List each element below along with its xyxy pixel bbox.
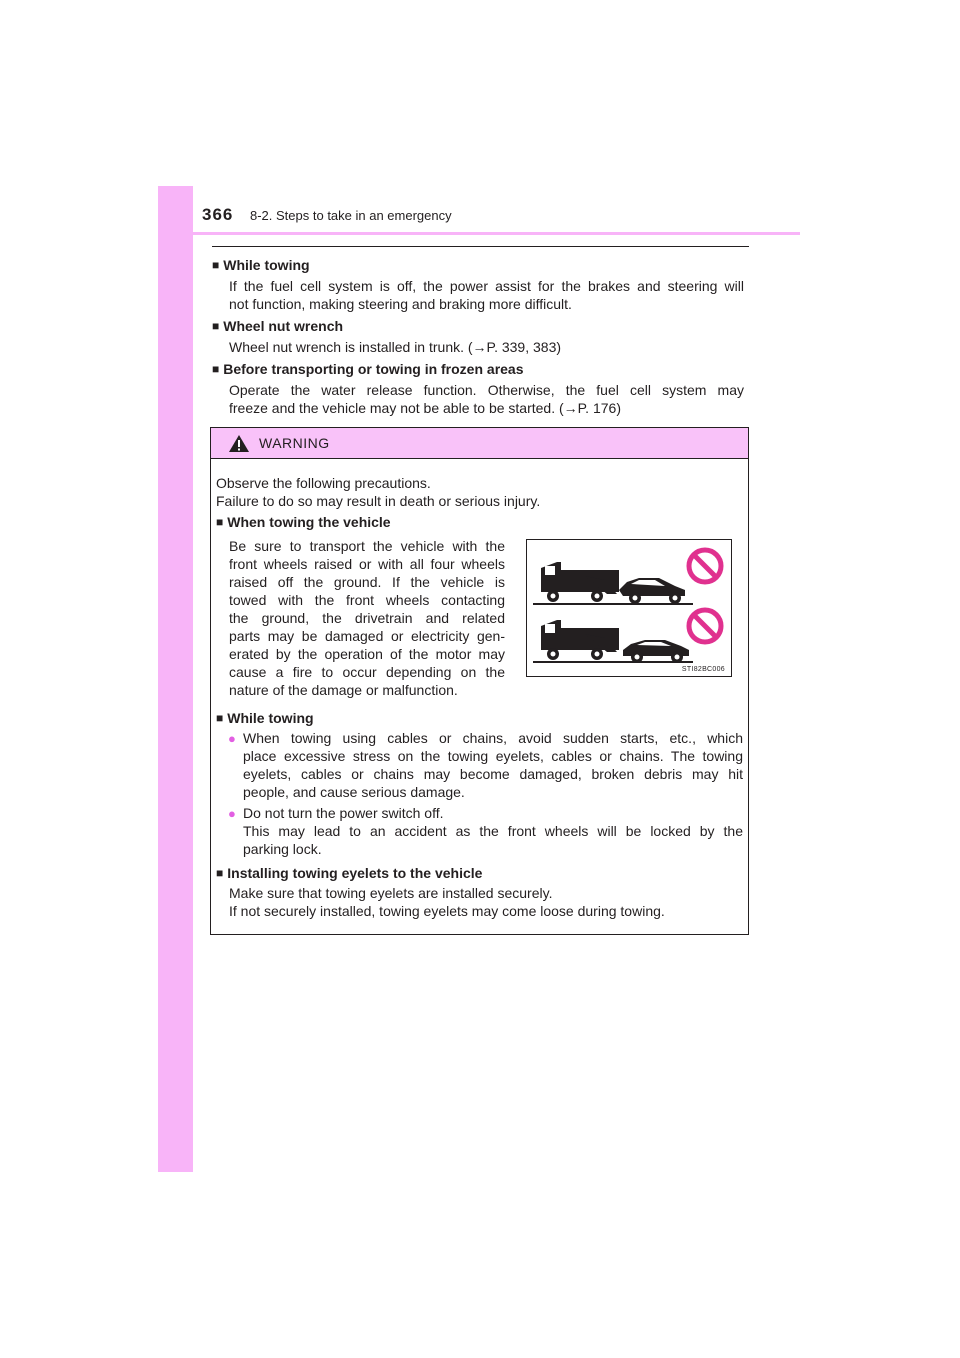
bullet-dot-icon: ● <box>228 731 236 746</box>
while-towing-b1-line-4: people, and cause serious damage. <box>243 784 465 800</box>
while-towing-b2-line-1: Do not turn the power switch off. <box>243 805 444 821</box>
warning-label: WARNING <box>259 435 330 451</box>
towing-vehicle-line-1: Be sure to transport the vehicle with the <box>229 538 505 554</box>
while-towing-b2-line-2: This may lead to an accident as the front wheels will be locked by the <box>243 823 743 839</box>
towing-vehicle-line-7: erated by the operation of the motor may <box>229 646 505 662</box>
eyelets-line-2: If not securely installed, towing eyelets may come loose during towing. <box>229 903 665 919</box>
while-towing-b2-line-3: parking lock. <box>243 841 322 857</box>
heading-frozen-areas: ■ Before transporting or towing in frozen areas <box>212 361 524 377</box>
warning-triangle-icon <box>228 434 250 453</box>
section-title: 8-2. Steps to take in an emergency <box>250 208 452 223</box>
para-frozen-areas-2: freeze and the vehicle may not be able to be started. (→P. 176) <box>229 400 621 416</box>
tow-truck-front-wheels-down-lower <box>533 620 693 663</box>
towing-vehicle-line-8: cause a fire to occur depending on the <box>229 664 505 680</box>
warning-header <box>211 428 748 459</box>
para-while-towing-2: not function, making steering and braking more difficult. <box>229 296 572 312</box>
while-towing-b1-line-3: eyelets, cables or chains may become damaged, broken debris may hit <box>243 766 743 782</box>
tow-truck-front-wheels-down <box>533 562 693 604</box>
para-frozen-areas-1: Operate the water release function. Otherwise, the fuel cell system may <box>229 382 744 398</box>
page-number: 366 <box>202 205 234 224</box>
heading-wheel-nut-wrench: ■ Wheel nut wrench <box>212 318 344 334</box>
towing-vehicle-line-2: front wheels raised or with all four wheels <box>229 556 505 572</box>
towing-vehicle-line-6: parts may be damaged or electricity gen- <box>229 628 505 644</box>
heading-warning-while-towing: ■ While towing <box>216 710 314 726</box>
figure-code: STI82BC006 <box>681 666 725 673</box>
towing-illustration <box>526 539 732 677</box>
warning-intro-1: Observe the following precautions. <box>216 475 431 491</box>
towing-vehicle-line-3: raised off the ground. If the vehicle is <box>229 574 505 590</box>
while-towing-b1-line-1: When towing using cables or chains, avoid sudden starts, etc., which <box>243 730 743 746</box>
towing-vehicle-line-9: nature of the damage or malfunction. <box>229 682 458 698</box>
towing-prohibited-illustration <box>527 540 731 676</box>
prohibition-icon <box>689 610 721 642</box>
header-band <box>193 232 800 235</box>
heading-while-towing: ■ While towing <box>212 257 310 273</box>
eyelets-line-1: Make sure that towing eyelets are installed securely. <box>229 885 553 901</box>
prohibition-icon <box>689 550 721 582</box>
para-wheel-nut-wrench: Wheel nut wrench is installed in trunk. (→P. 339, 383) <box>229 339 562 355</box>
header-rule <box>212 246 749 247</box>
heading-when-towing-vehicle: ■ When towing the vehicle <box>216 514 391 530</box>
towing-vehicle-line-4: towed with the front wheels contacting <box>229 592 505 608</box>
towing-vehicle-line-5: the ground, the drivetrain and related <box>229 610 505 626</box>
para-while-towing-1: If the fuel cell system is off, the power assist for the brakes and steering will <box>229 278 744 294</box>
chapter-sidebar-tab <box>158 186 193 1172</box>
bullet-dot-icon: ● <box>228 806 236 821</box>
heading-installing-eyelets: ■ Installing towing eyelets to the vehicle <box>216 865 483 881</box>
warning-intro-2: Failure to do so may result in death or serious injury. <box>216 493 541 509</box>
while-towing-b1-line-2: place excessive stress on the towing eyelets, cables or chains. The towing <box>243 748 743 764</box>
